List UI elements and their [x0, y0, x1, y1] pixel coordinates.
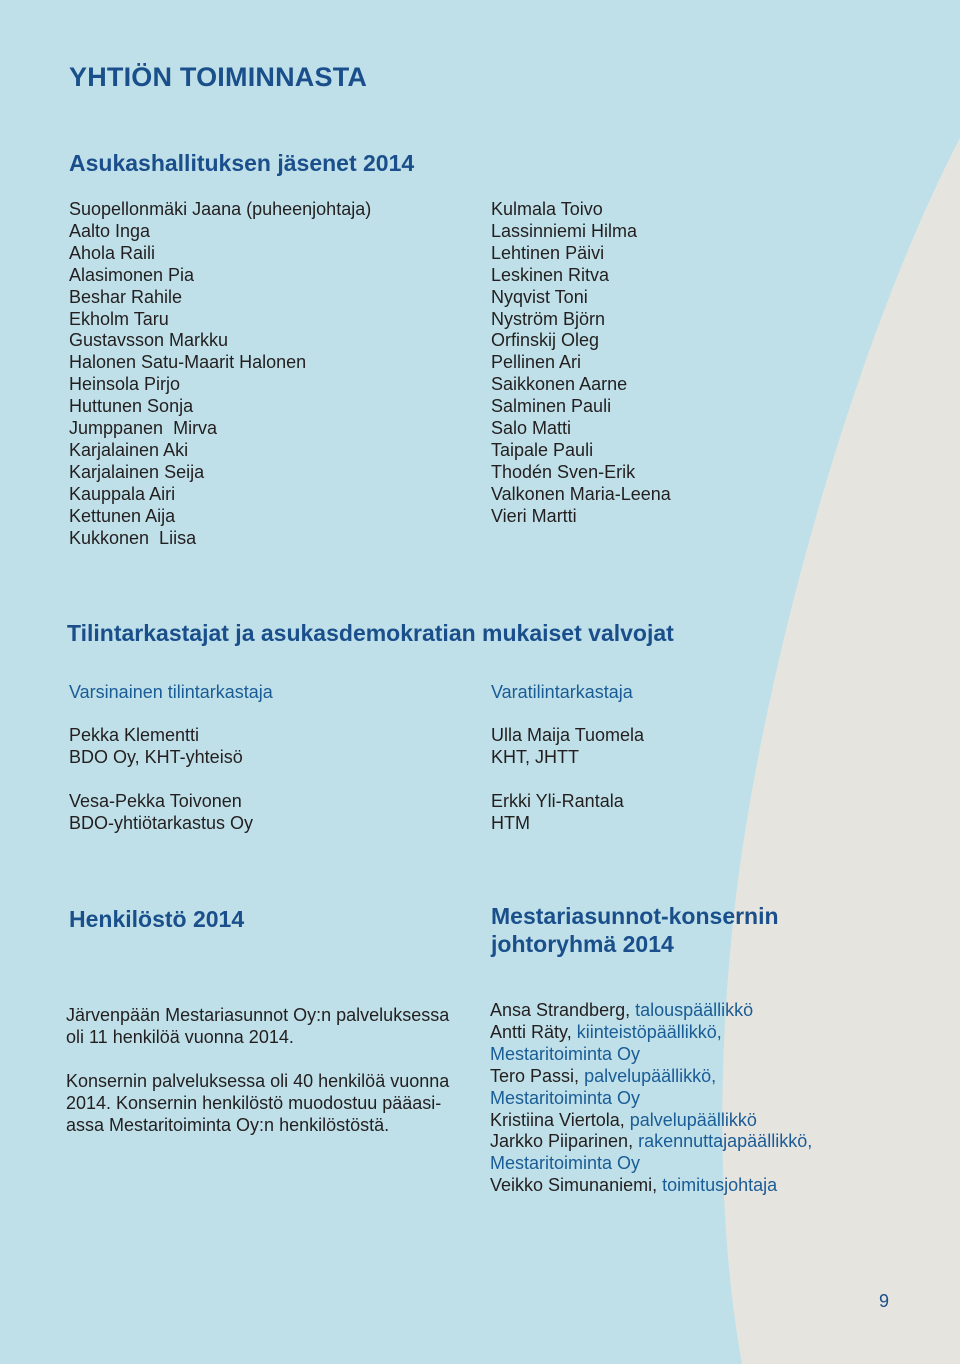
list-item: Karjalainen Aki: [69, 439, 189, 460]
list-item: Nyström Björn: [491, 308, 606, 329]
auditors-heading: Tilintarkastajat ja asukasdemokratian mukaiset valvojat: [67, 620, 674, 646]
list-item: Kauppala Airi: [69, 483, 176, 504]
member-role-continued: Mestaritoiminta Oy: [490, 1087, 641, 1108]
auditor-name: Ulla Maija Tuomela: [491, 725, 645, 745]
list-item: Saikkonen Aarne: [491, 374, 628, 395]
staff-paragraph: [66, 1070, 466, 1136]
list-item: [490, 1022, 812, 1044]
list-item: [490, 1110, 812, 1132]
board-list-left: [69, 199, 371, 550]
text-line: oli 11 henkilöä vuonna 2014.: [66, 1027, 294, 1047]
list-item: Halonen Satu-Maarit Halonen: [69, 352, 307, 373]
auditor-name: Pekka Klementti: [69, 725, 200, 745]
member-name: Tero Passi,: [490, 1065, 580, 1086]
auditor-org: HTM: [491, 812, 530, 833]
member-role: rakennuttajapäällikkö,: [638, 1131, 813, 1152]
list-item: Alasimonen Pia: [69, 264, 195, 285]
list-item: Taipale Pauli: [491, 439, 594, 460]
text-line: assa Mestaritoiminta Oy:n henkilöstöstä.: [66, 1115, 390, 1135]
member-name: Veikko Simunaniemi,: [490, 1175, 658, 1196]
heading-line: Mestariasunnot-konsernin: [491, 903, 779, 929]
staff-heading: Henkilöstö 2014: [69, 906, 245, 932]
list-item: Gustavsson Markku: [69, 330, 229, 351]
auditor-name: Erkki Yli-Rantala: [491, 791, 624, 811]
list-item: Huttunen Sonja: [69, 396, 194, 417]
primary-auditor-1: [69, 725, 243, 769]
list-item: Thodén Sven-Erik: [491, 461, 636, 482]
auditor-org: BDO-yhtiötarkastus Oy: [69, 812, 254, 833]
list-item: Vieri Martti: [491, 505, 577, 526]
member-name: Antti Räty,: [490, 1021, 572, 1042]
auditor-org: KHT, JHTT: [491, 746, 579, 767]
member-name: Ansa Strandberg,: [490, 1000, 631, 1020]
member-role-continued: Mestaritoiminta Oy: [490, 1043, 641, 1064]
primary-auditor-2: [69, 791, 253, 835]
member-name: Jarkko Piiparinen,: [490, 1131, 634, 1152]
list-item: Pellinen Ari: [491, 352, 582, 373]
management-list: [490, 1000, 812, 1197]
member-role: talouspäällikkö: [635, 1000, 754, 1020]
deputy-auditor-2: [491, 791, 624, 835]
list-item: Leskinen Ritva: [491, 264, 610, 285]
page-title: YHTIÖN TOIMINNASTA: [69, 62, 368, 92]
list-item: [490, 1175, 812, 1197]
list-item: Salo Matti: [491, 418, 572, 439]
list-item: Valkonen Maria-Leena: [491, 483, 671, 504]
page-number: 9: [879, 1291, 890, 1311]
list-item: Kulmala Toivo: [491, 199, 603, 219]
management-heading: [491, 902, 779, 958]
list-item: [490, 1066, 812, 1088]
member-role: palvelupäällikkö: [629, 1109, 757, 1130]
board-list-right: [491, 199, 671, 528]
member-role: kiinteistöpäällikkö,: [576, 1021, 722, 1042]
list-item: [490, 1000, 812, 1022]
list-item: Lassinniemi Hilma: [491, 220, 638, 241]
member-role: palvelupäällikkö,: [584, 1065, 717, 1086]
list-item: Salminen Pauli: [491, 396, 612, 417]
member-role: toimitusjohtaja: [662, 1175, 778, 1196]
deputy-auditor-1: [491, 725, 644, 769]
list-item: Ekholm Taru: [69, 308, 169, 329]
list-item: Jumppanen Mirva: [69, 418, 218, 439]
heading-line: johtoryhmä 2014: [491, 931, 674, 957]
text-line: Konsernin palveluksessa oli 40 henkilöä vuonna: [66, 1071, 450, 1091]
staff-paragraph: [66, 1004, 466, 1048]
board-heading: Asukashallituksen jäsenet 2014: [69, 150, 415, 176]
staff-text: [66, 1004, 466, 1136]
text-line: 2014. Konsernin henkilöstö muodostuu pääasi-: [66, 1093, 442, 1113]
list-item: Orfinskij Oleg: [491, 330, 600, 351]
list-item: [490, 1131, 812, 1153]
list-item: Suopellonmäki Jaana (puheenjohtaja): [69, 199, 372, 219]
list-item: Ahola Raili: [69, 242, 156, 263]
list-item: Beshar Rahile: [69, 286, 183, 307]
list-item: Lehtinen Päivi: [491, 242, 605, 263]
deputy-auditor-label: Varatilintarkastaja: [491, 682, 633, 702]
list-item: Heinsola Pirjo: [69, 374, 181, 395]
primary-auditor-label: Varsinainen tilintarkastaja: [69, 682, 273, 702]
auditor-org: BDO Oy, KHT-yhteisö: [69, 746, 243, 767]
list-item: Kukkonen Liisa: [69, 527, 197, 548]
list-item: Kettunen Aija: [69, 505, 176, 526]
text-line: Järvenpään Mestariasunnot Oy:n palveluksessa: [66, 1005, 450, 1025]
list-item: Nyqvist Toni: [491, 286, 588, 307]
auditor-name: Vesa-Pekka Toivonen: [69, 791, 242, 811]
member-name: Kristiina Viertola,: [490, 1109, 625, 1130]
member-role-continued: Mestaritoiminta Oy: [490, 1153, 641, 1174]
list-item: Aalto Inga: [69, 220, 151, 241]
list-item: Karjalainen Seija: [69, 461, 205, 482]
